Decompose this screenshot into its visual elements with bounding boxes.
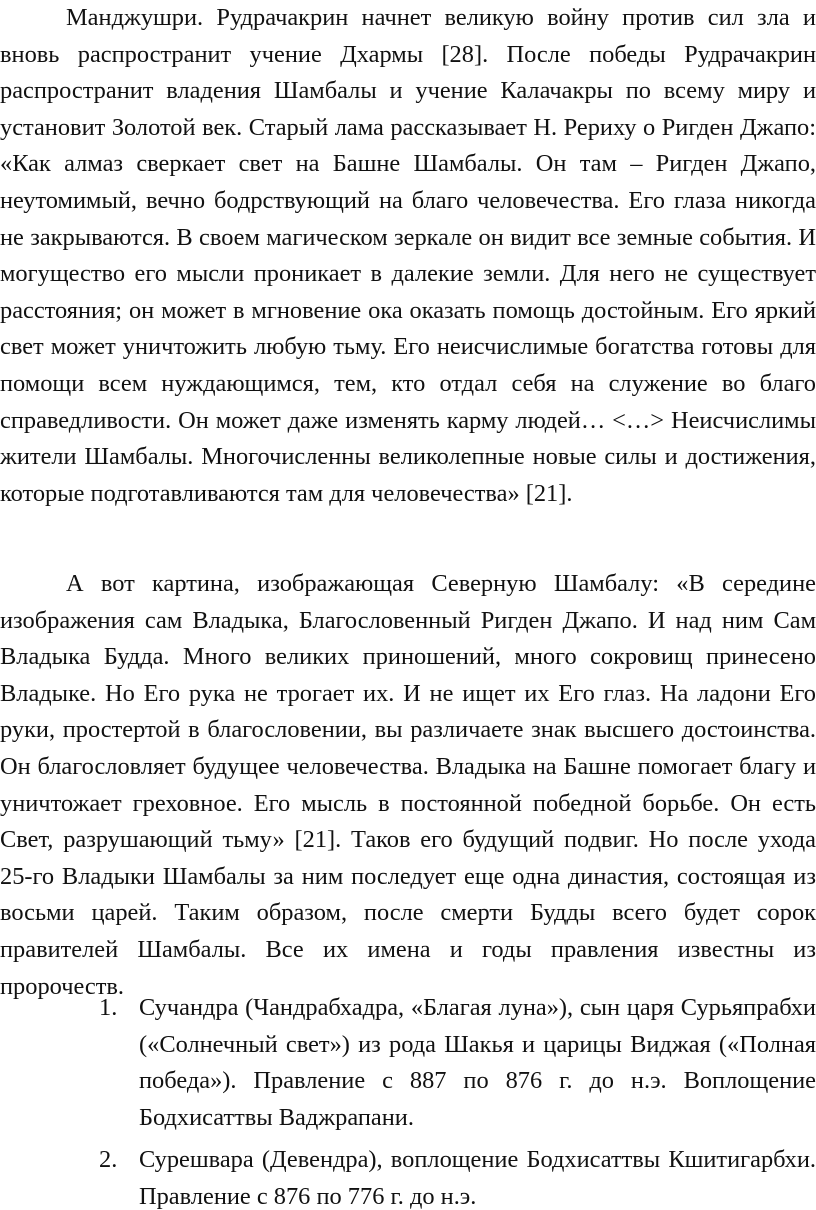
list-item (0, 1142, 816, 1210)
list-item (0, 990, 816, 1136)
paragraph: А вот картина, изображающая Северную Шамбалу: «В середине изображения сам Владыка, Благословенный Ригден Джапо. И над ним Сам Владыка Будда. Много великих приношений, много сокровищ принесено Владыке. Но Его рука не трогает их. И не ищет их Его глаз. На ладони Его руки, простертой в благословении, вы различаете знак высшего достоинства. Он благословляет будущее человечества. Владыка на Башне помогает благу и уничтожает греховное. Его мысль в постоянной победной борьбе. Он есть Свет, разрушающий тьму» [21]. Таков его будущий подвиг. Но после ухода 25-го Владыки Шамбалы за ним последует еще одна династия, состоящая из восьми царей. Таким образом, после смерти Будды всего будет сорок правителей Шамбалы. Все их имена и годы правления известны из пророчеств. (0, 570, 816, 1000)
list-item-number: 1. (99, 994, 118, 1021)
list-item-number: 2. (99, 1146, 118, 1174)
list-item-text: Сучандра (Чандрабхадра, «Благая луна»), сын царя Сурьяпрабхи («Солнечный свет») из рода Шакья и царицы Виджая («Полная победа»). Правление с 887 по 876 г. до н.э. Воплощение Бодхисаттвы Ваджрапани. (139, 994, 816, 1131)
paragraph: Манджушри. Рудрачакрин начнет великую войну против сил зла и вновь распространит учение Дхармы [28]. После победы Рудрачакрин распространит владения Шамбалы и учение Калачакры по всему миру и установит Золотой век. Старый лама рассказывает Н. Рериху о Ригден Джапо: «Как алмаз сверкает свет на Башне Шамбалы. Он там – Ригден Джапо, неутомимый, вечно бодрствующий на благо человечества. Его глаза никогда не закрываются. В своем магическом зеркале он видит все земные события. И могущество его мысли проникает в далекие земли. Для него не существует расстояния; он может в мгновение ока оказать помощь достойным. Его яркий свет может уничтожить любую тьму. Его неисчислимые богатства готовы для помощи всем нуждающимся, тем, кто отдал себя на служение во благо справедливости. Он может даже изменять карму людей… <…> Неисчислимы жители Шамбалы. Многочисленны великолепные новые силы и достижения, которые подготавливаются там для человечества» [21]. (0, 4, 816, 507)
list-item-text: Сурешвара (Девендра), воплощение Бодхисаттвы Кшитигарбхи. Правление с 876 по 776 г. до н.э. (139, 1146, 816, 1210)
numbered-list (0, 990, 816, 1210)
